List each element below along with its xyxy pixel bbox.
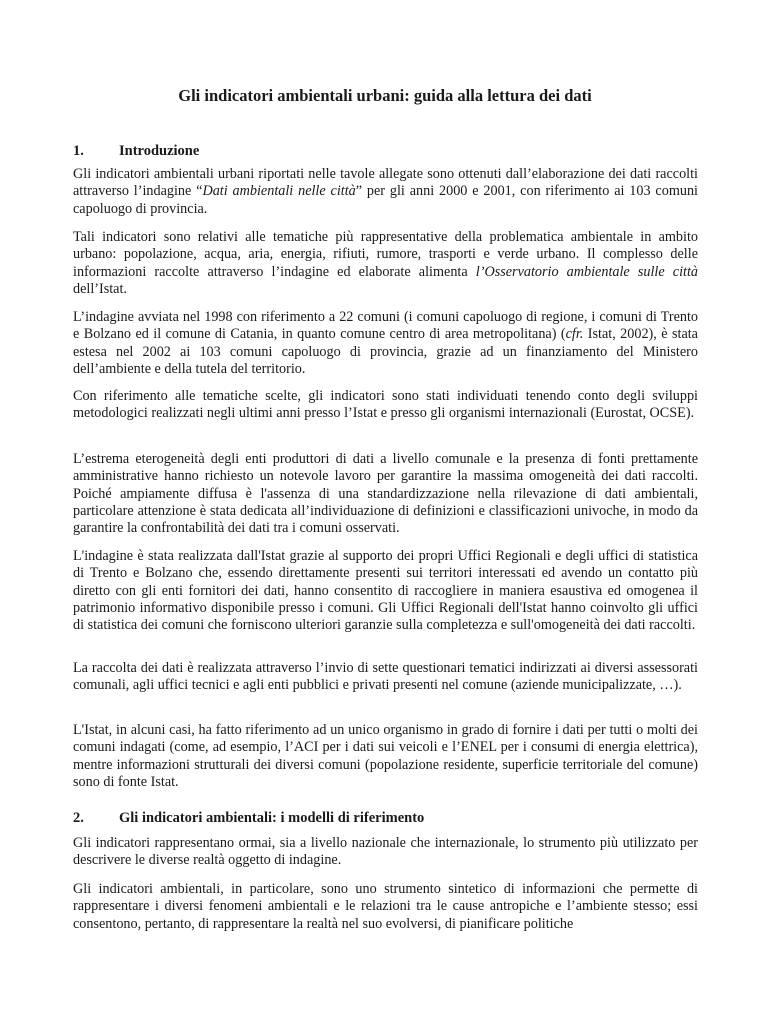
text-run: Gli indicatori ambientali urbani riportati nelle tavole allegate sono ottenuti dall’elaborazione dei dati raccolti attraverso l’indagine “ [73,166,698,200]
paragraph-3 [73,309,698,378]
paragraph-2 [73,229,698,298]
paragraph-1 [73,166,698,218]
paragraph-9: Gli indicatori rappresentano ormai, sia a livello nazionale che internazionale, lo strumento più utilizzato per descrivere le diverse realtà oggetto di indagine. [73,835,698,869]
text-run: ” per gli anni 2000 e 2001, con riferimento ai 103 comuni capoluogo di provincia. [73,183,698,217]
section-number: 2. [73,810,84,826]
text-run: Istat, 2002), è stata estesa nel 2002 ai 103 comuni capoluogo di provincia, grazie ad un finanziamento del Ministero dell’ambiente e della tutela del territorio. [73,326,698,377]
paragraph-8: L'Istat, in alcuni casi, ha fatto riferimento ad un unico organismo in grado di fornire i dati per tutti o molti dei comuni indagati (come, ad esempio, l’ACI per i dati sui veicoli e l’ENEL per i consumi di energia elettrica), mentre informazioni strutturali dei diversi comuni (popolazione residente, superficie territoriale del comune) sono di fonte Istat. [73,722,698,790]
italic-text: l’Osservatorio ambientale sulle città [475,263,699,280]
text-run: Tali indicatori sono relativi alle tematiche più rappresentative della problematica ambientale in ambito urbano: popolazione, acqua, aria, energia, rifiuti, rumore, trasporti e verde urbano. Il complesso delle informazioni raccolte attraverso l’indagine ed elaborate alimenta [73,229,698,280]
paragraph-10: Gli indicatori ambientali, in particolare, sono uno strumento sintetico di informazioni che permette di rappresentare i diversi fenomeni ambientali e le relazioni tra le cause antropiche e l’ambiente stesso; essi consentono, pertanto, di rappresentare la realtà nel suo evolversi, di pianificare politiche [73,881,698,932]
paragraph-7: La raccolta dei dati è realizzata attraverso l’invio di sette questionari tematici indirizzati ai diversi assessorati comunali, agli uffici tecnici e agli enti pubblici e privati presenti nel comune (aziende municipalizzate, …). [73,660,698,694]
text-run: dell’Istat. [73,280,127,297]
italic-text: cfr. [565,326,584,343]
paragraph-6: L'indagine è stata realizzata dall'Istat grazie al supporto dei propri Uffici Regionali e degli uffici di statistica di Trento e Bolzano che, essendo direttamente presenti sui territori interessati ed avendo un contatto più diretto con gli enti fornitori dei dati, hanno consentito di raccogliere in maniera esaustiva ed omogenea il patrimonio informativo disponibile presso i comuni. Gli Uffici Regionali dell'Istat hanno coinvolto gli uffici di statistica dei comuni che forniscono ulteriori garanzie sulla completezza e sull'omogeneità dei dati raccolti. [73,548,698,634]
paragraph-5: L’estrema eterogeneità degli enti produttori di dati a livello comunale e la presenza di fonti prettamente amministrative hanno richiesto un notevole lavoro per garantire la massima omogeneità dei dati raccolti. Poiché ampiamente diffusa è l'assenza di una standardizzazione nella rilevazione di dati ambientali, particolare attenzione è stata dedicata all’individuazione di definizioni e classificazioni univoche, in modo da garantire la confrontabilità dei dati tra i comuni osservati. [73,451,698,537]
section-heading-introduzione [73,143,199,160]
section-title: Gli indicatori ambientali: i modelli di riferimento [119,810,425,826]
section-heading-modelli [73,810,424,827]
section-title: Introduzione [119,143,200,159]
paragraph-4: Con riferimento alle tematiche scelte, gli indicatori sono stati individuati tenendo conto degli sviluppi metodologici realizzati negli ultimi anni presso l’Istat e presso gli organismi internazionali (Eurostat, OCSE). [73,388,698,422]
document-title: Gli indicatori ambientali urbani: guida alla lettura dei dati [178,86,592,105]
text-run: L’indagine avviata nel 1998 con riferimento a 22 comuni (i comuni capoluogo di regione, i comuni di Trento e Bolzano ed il comune di Catania, in quanto comune centro di area metropolitana) ( [73,309,698,343]
section-number: 1. [73,143,84,159]
italic-text: Dati ambientali nelle città [202,183,356,200]
